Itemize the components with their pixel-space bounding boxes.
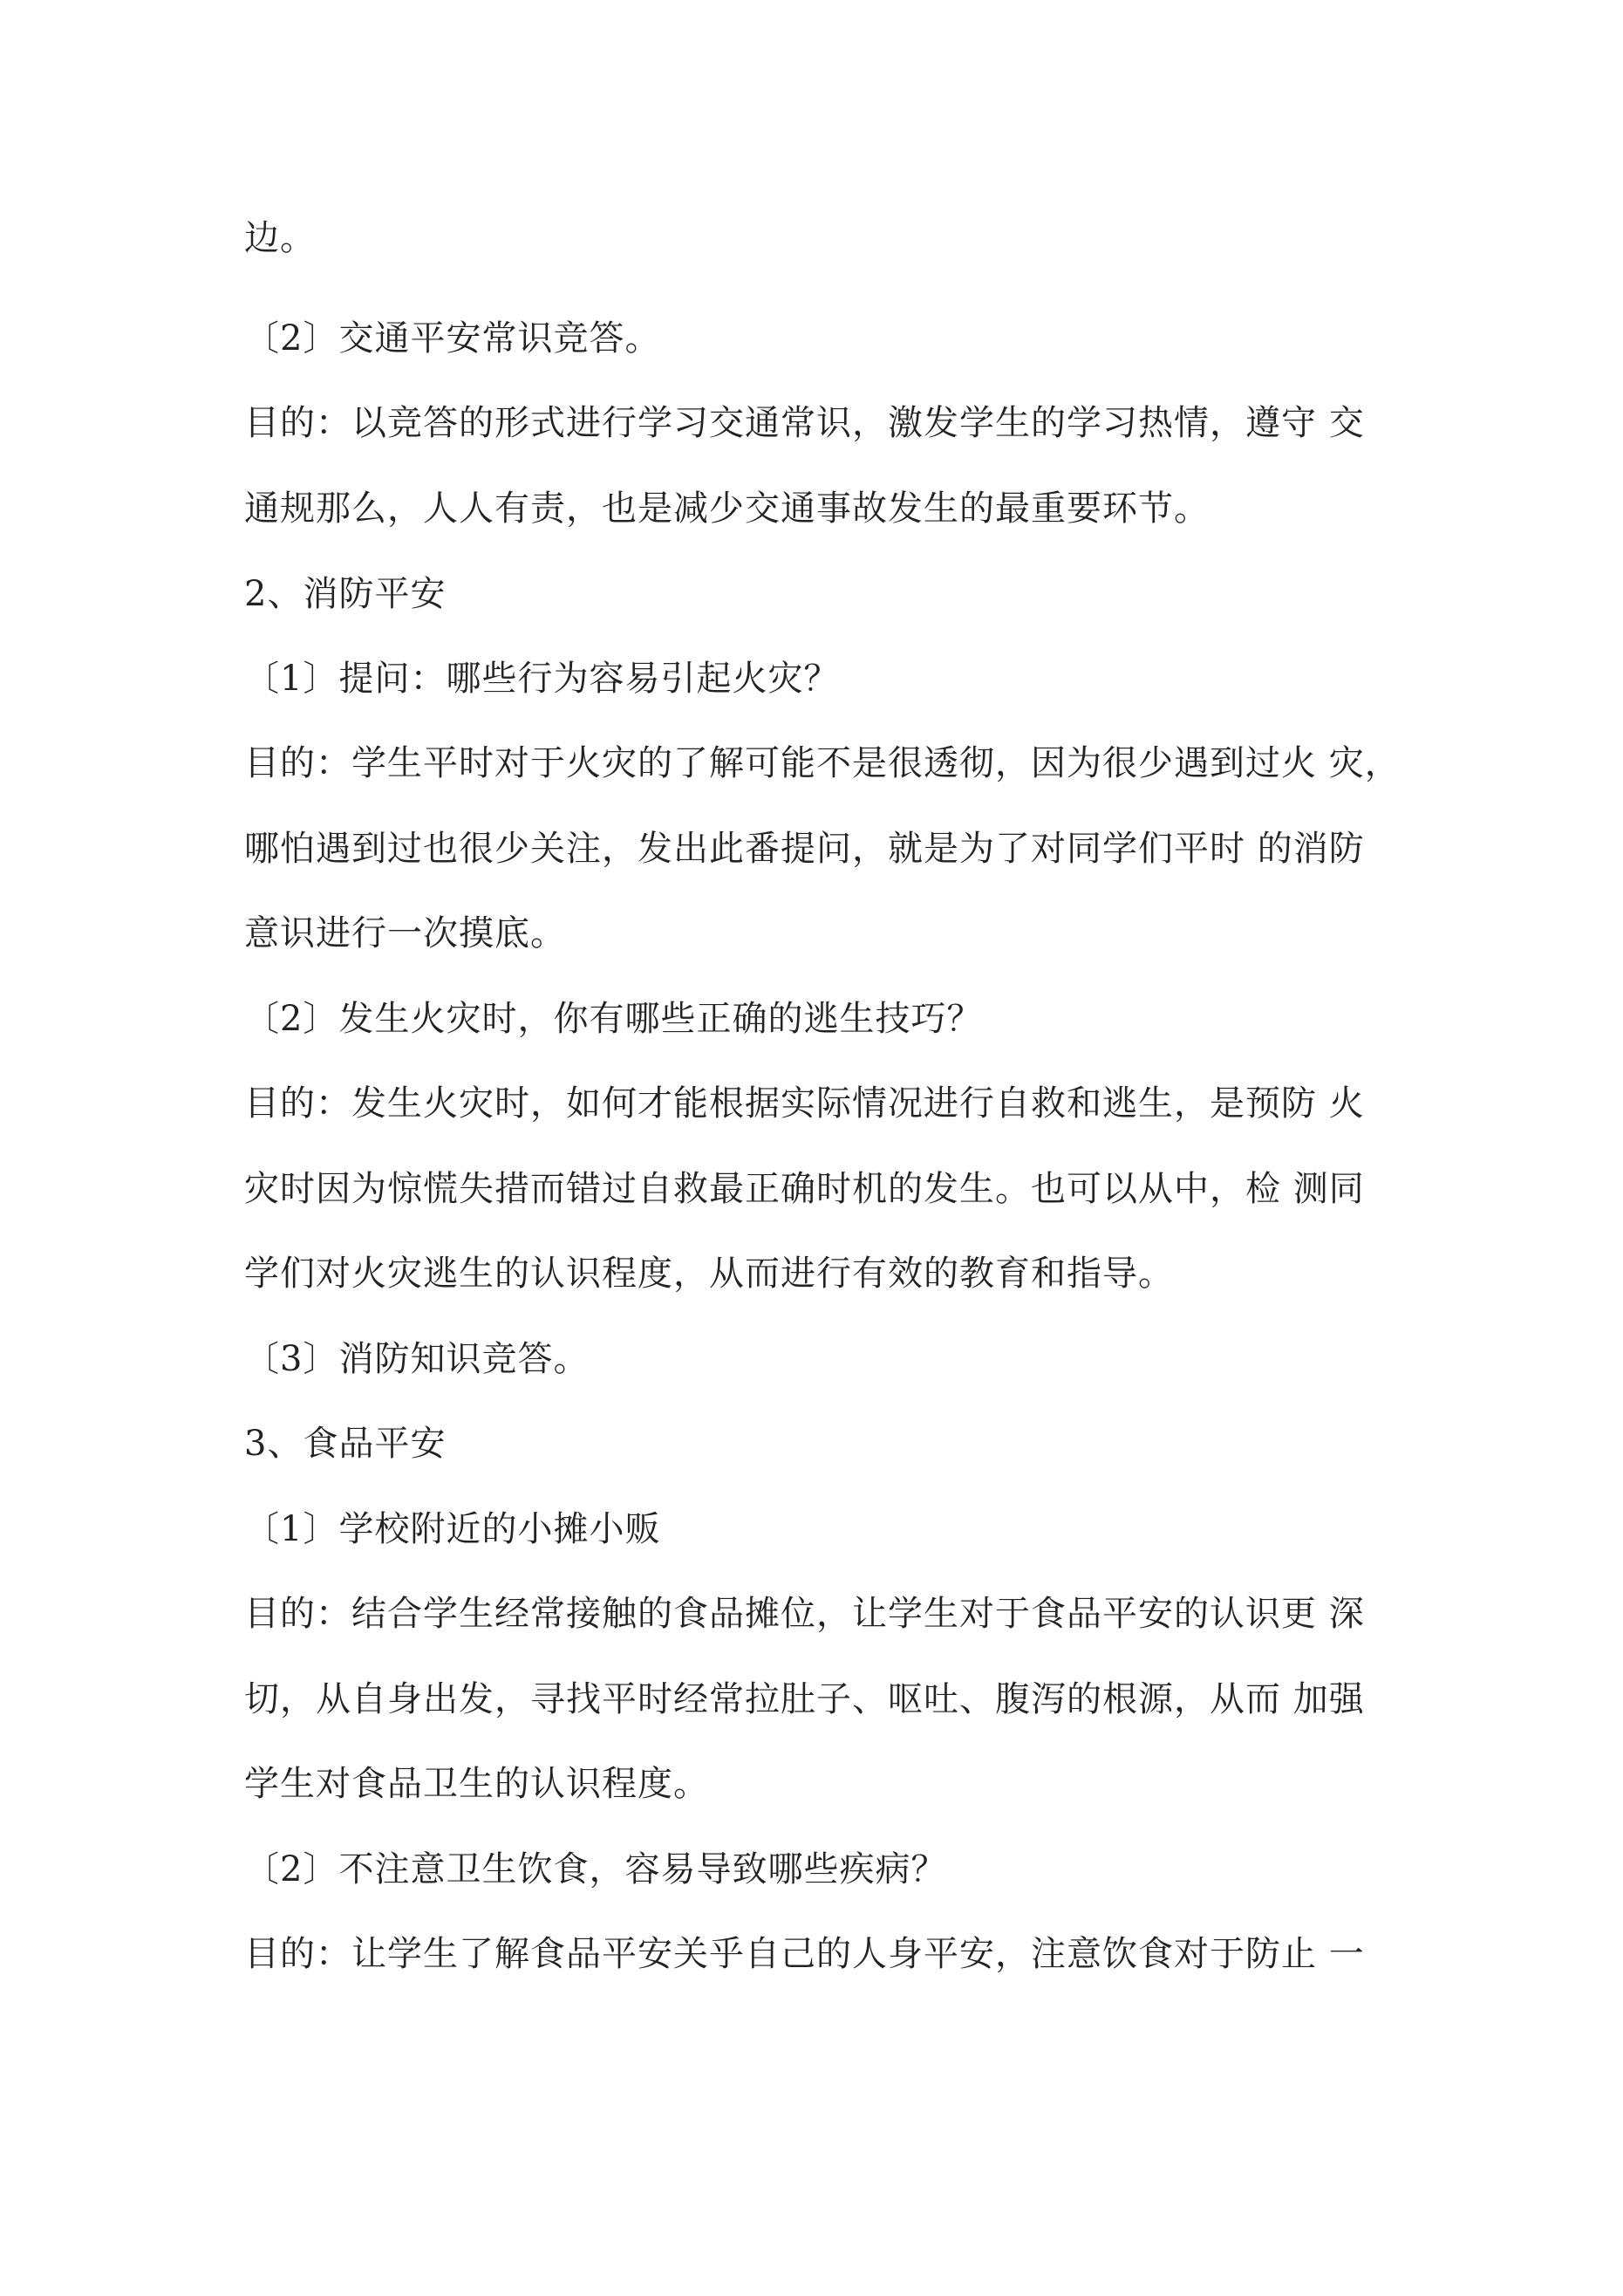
text-line: 通规那么，人人有责，也是减少交通事故发生的最重要环节。 bbox=[244, 489, 1210, 529]
text-line: 〔2〕不注意卫生饮食，容易导致哪些疾病？ bbox=[244, 1849, 947, 1889]
text-line: 〔2〕交通平安常识竞答。 bbox=[244, 318, 661, 359]
text-line: 目的：发生火灾时，如何才能根据实际情况进行自救和逃生，是预防 火 bbox=[244, 1083, 1365, 1124]
text-line: 边。 bbox=[244, 218, 316, 258]
text-line: 学生对食品卫生的认识程度。 bbox=[244, 1764, 709, 1804]
text-line: 目的：结合学生经常接触的食品摊位，让学生对于食品平安的认识更 深 bbox=[244, 1594, 1365, 1634]
text-line: 〔2〕发生火灾时，你有哪些正确的逃生技巧？ bbox=[244, 999, 983, 1039]
text-line: 〔3〕消防知识竞答。 bbox=[244, 1339, 590, 1379]
text-line: 目的：以竞答的形式进行学习交通常识，激发学生的学习热情，遵守 交 bbox=[244, 403, 1365, 443]
text-line: 灾时因为惊慌失措而错过自救最正确时机的发生。也可以从中，检 测同 bbox=[244, 1169, 1365, 1209]
text-line: 意识进行一次摸底。 bbox=[244, 913, 566, 953]
text-line: 〔1〕提问：哪些行为容易引起火灾？ bbox=[244, 659, 840, 699]
text-line: 目的：学生平时对于火灾的了解可能不是很透彻，因为很少遇到过火 灾， bbox=[244, 743, 1401, 783]
text-line: 〔1〕学校附近的小摊小贩 bbox=[244, 1509, 661, 1549]
text-line: 2、消防平安 bbox=[244, 574, 447, 614]
text-line: 切，从自身出发，寻找平时经常拉肚子、呕吐、腹泻的根源，从而 加强 bbox=[244, 1679, 1365, 1719]
text-line: 哪怕遇到过也很少关注，发出此番提问，就是为了对同学们平时 的消防 bbox=[244, 829, 1365, 869]
text-line: 3、食品平安 bbox=[244, 1424, 447, 1464]
text-line: 目的：让学生了解食品平安关乎自己的人身平安，注意饮食对于防止 一 bbox=[244, 1934, 1365, 1974]
text-line: 学们对火灾逃生的认识程度，从而进行有效的教育和指导。 bbox=[244, 1254, 1174, 1294]
